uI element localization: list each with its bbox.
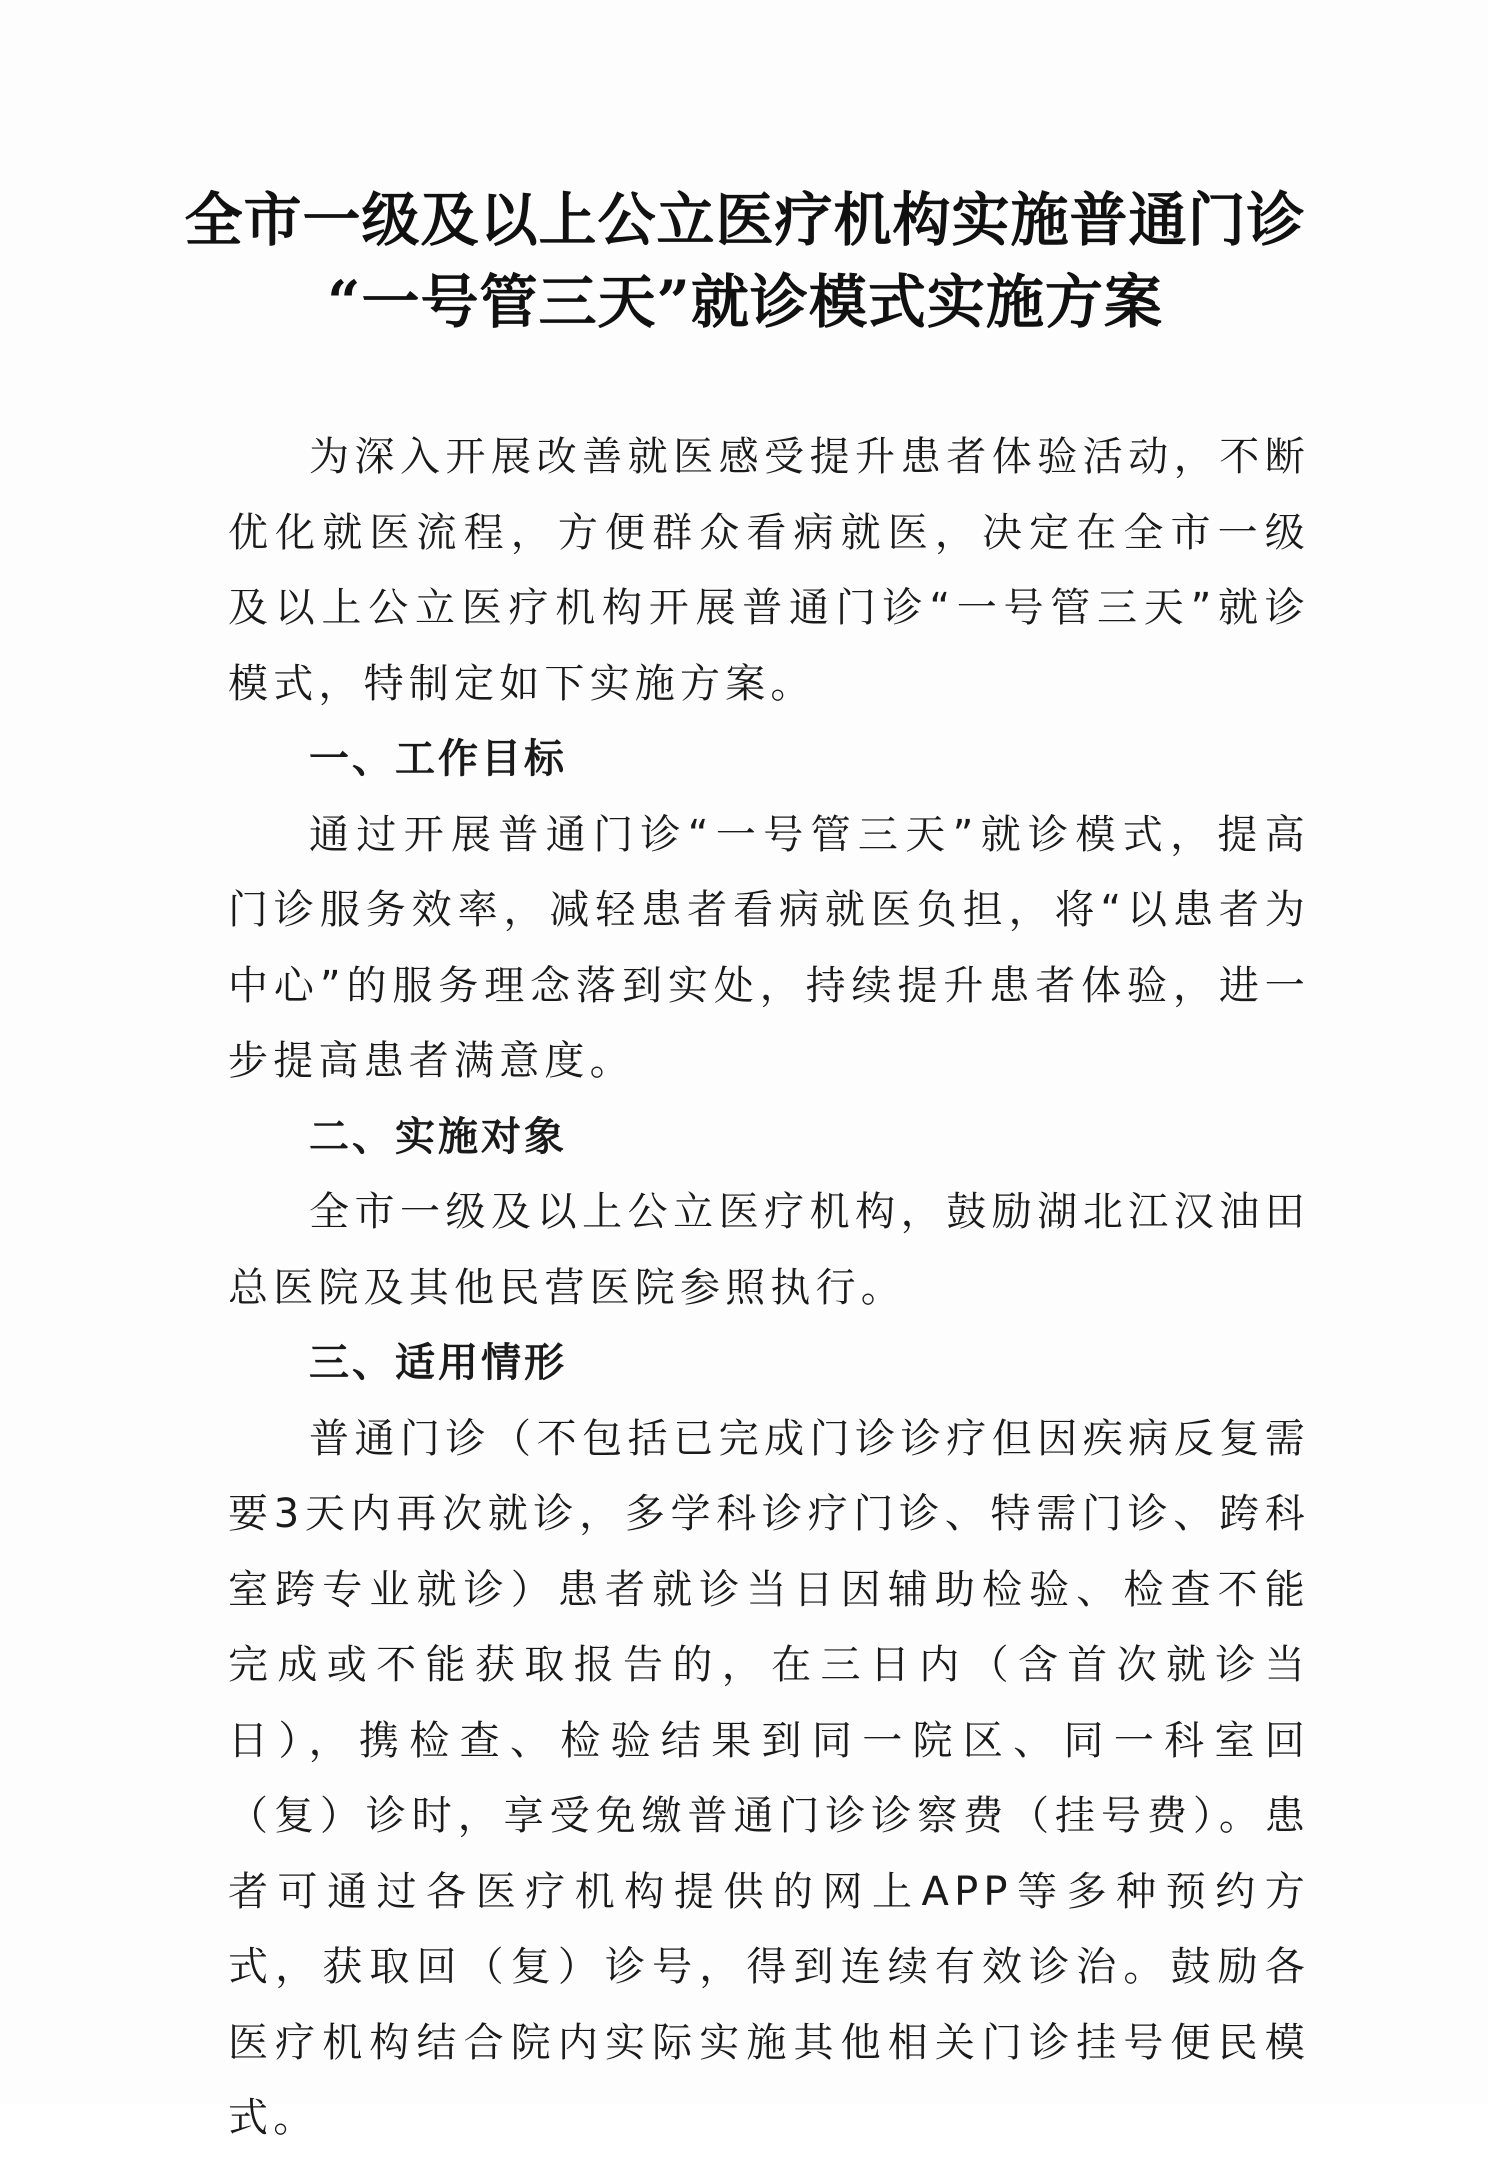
section-text-goals: 通过开展普通门诊“一号管三天”就诊模式，提高门诊服务效率，减轻患者看病就医负担，将“以患者为中心”的服务理念落到实处，持续提升患者体验，进一步提高患者满意度。 xyxy=(228,811,1310,1084)
section-text-scope: 普通门诊（不包括已完成门诊诊疗但因疾病反复需要3天内再次就诊，多学科诊疗门诊、特需门诊、跨科室跨专业就诊）患者就诊当日因辅助检验、检查不能完成或不能获取报告的，在三日内（含首次就诊当日），携检查、检验结果到同一院区、同一科室回（复）诊时，享受免缴普通门诊诊察费（挂号费）。患者可通过各医疗机构提供的网上APP等多种预约方式，获取回（复）诊号，得到连续有效诊治。鼓励各医疗机构结合院内实际实施其他相关门诊挂号便民模式。 xyxy=(228,1415,1310,2141)
document-title-line-1: 全市一级及以上公立医疗机构实施普通门诊 xyxy=(184,186,1306,254)
section-heading-goals: 一、工作目标 xyxy=(309,736,567,782)
document-title-line-2: “一号管三天”就诊模式实施方案 xyxy=(327,268,1163,336)
section-text-targets: 全市一级及以上公立医疗机构，鼓励湖北江汉油田总医院及其他民营医院参照执行。 xyxy=(228,1189,1310,1311)
section-heading-scope: 三、适用情形 xyxy=(309,1340,567,1386)
section-heading-targets: 二、实施对象 xyxy=(309,1113,567,1160)
intro-paragraph: 为深入开展改善就医感受提升患者体验活动，不断优化就医流程，方便群众看病就医，决定在全市一级及以上公立医疗机构开展普通门诊“一号管三天”就诊模式，特制定如下实施方案。 xyxy=(228,434,1310,707)
document-body xyxy=(228,420,1310,2157)
